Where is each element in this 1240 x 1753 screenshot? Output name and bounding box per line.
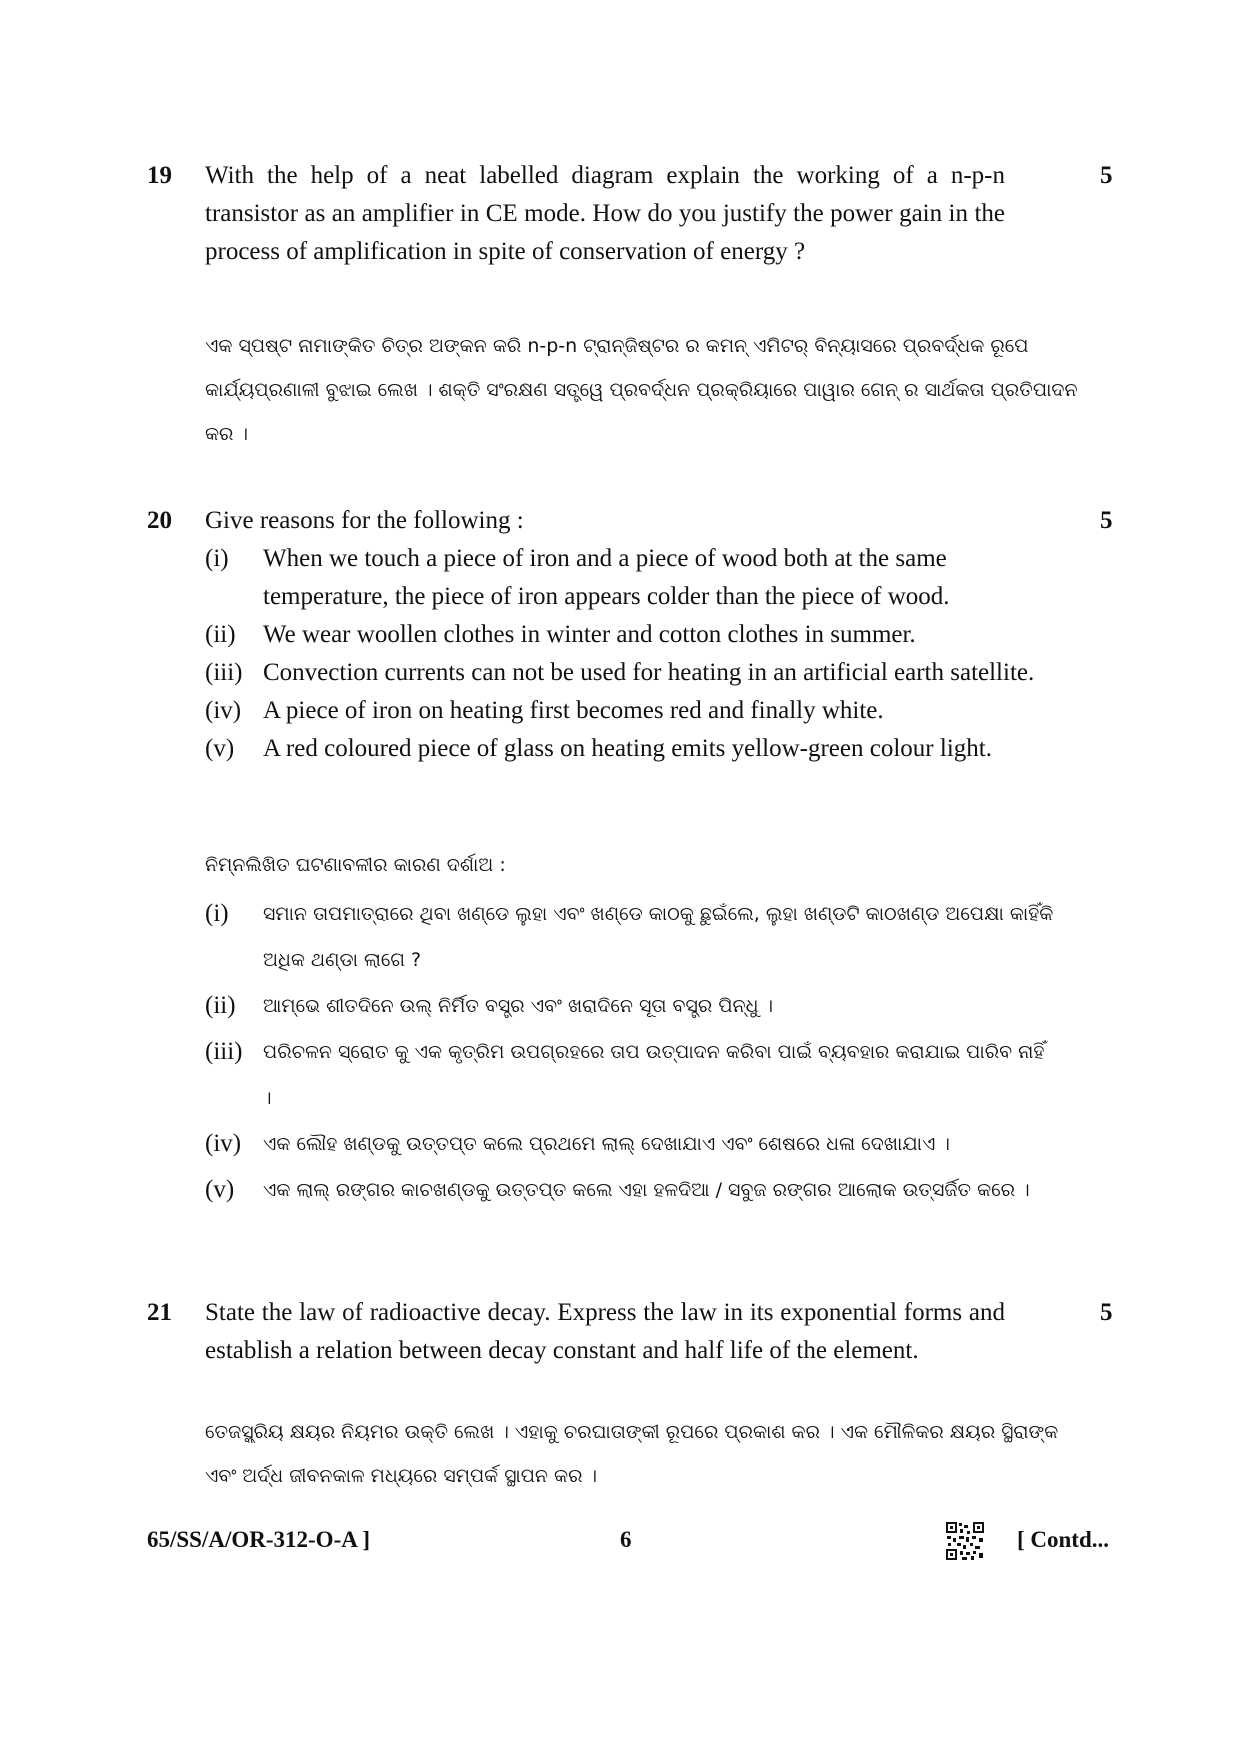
question-text-english: State the law of radioactive decay. Express the law in its exponential forms and establish a relation between decay constant and half life of the element.	[205, 1299, 1005, 1364]
question-text-odia: ନିମ୍ନଲିଖିତ ଘଟଣାବଳୀର କାରଣ ଦର୍ଶାଅ :	[205, 854, 506, 876]
question-marks: 5	[1100, 162, 1113, 189]
list-item: (ii) We wear woollen clothes in winter and cotton clothes in summer.	[205, 621, 916, 648]
list-item: (ii) ଆମ୍ଭେ ଶୀତଦିନେ ଉଲ୍ ନିର୍ମିତ ବସ୍ତ୍ର ଏବଂ ଖରାଦିନେ ସୂତା ବସ୍ତ୍ର ପିନ୍ଧୁ ।	[205, 992, 774, 1019]
question-text-odia: ତେଜସ୍କ୍ରିୟ କ୍ଷୟର ନିୟମର ଉକ୍ତି ଲେଖ । ଏହାକୁ ଚରଘାତାଙ୍କୀ ରୂପରେ ପ୍ରକାଶ କର । ଏକ ମୌଳିକର କ୍ଷୟର ସ୍ଥିରାଙ୍କ ଏବଂ ଅର୍ଦ୍ଧ ଜୀବନକାଳ ମଧ୍ୟରେ ସମ୍ପର୍କ ସ୍ଥାପନ କର ।	[205, 1421, 1059, 1487]
question-text-english: Give reasons for the following :	[205, 507, 524, 534]
question-number: 19	[147, 162, 172, 189]
list-item: (iii) Convection currents can not be used for heating in an artificial earth satellite.	[205, 659, 1035, 686]
list-item: (iv) A piece of iron on heating first becomes red and finally white.	[205, 697, 884, 724]
sub-question-list-english	[205, 540, 1055, 768]
list-item: (v) A red coloured piece of glass on heating emits yellow-green colour light.	[205, 735, 992, 762]
list-item: (iv) ଏକ ଲୌହ ଖଣ୍ଡକୁ ଉତ୍ତପ୍ତ କଲେ ପ୍ରଥମେ ଲାଲ୍ ଦେଖାଯାଏ ଏବଂ ଶେଷରେ ଧଳା ଦେଖାଯାଏ ।	[205, 1130, 950, 1157]
sub-question-list-odia	[205, 891, 1055, 1213]
question-text-odia: ଏକ ସ୍ପଷ୍ଟ ନାମାଙ୍କିତ ଚିତ୍ର ଅଙ୍କନ କରି n-p-n ଟ୍ରାନ୍‌ଜିଷ୍ଟର ର କମନ୍ ଏମିଟର୍ ବିନ୍ୟାସରେ ପ୍ରବର୍ଦ୍ଧକ ରୂପେ କାର୍ଯ୍ୟପ୍ରଣାଳୀ ବୁଝାଇ ଲେଖ । ଶକ୍ତି ସଂରକ୍ଷଣ ସତ୍ତ୍ୱେ ପ୍ରବର୍ଦ୍ଧନ ପ୍ରକ୍ରିୟାରେ ପାୱାର ଗେନ୍ ର ସାର୍ଥକତା ପ୍ରତିପାଦନ କର ।	[205, 335, 1078, 445]
question-marks: 5	[1100, 507, 1113, 534]
question-number: 21	[147, 1299, 172, 1326]
list-item: (v) ଏକ ଲାଲ୍ ରଙ୍ଗର କାଚଖଣ୍ଡକୁ ଉତ୍ତପ୍ତ କଲେ ଏହା ହଳଦିଆ / ସବୁଜ ରଙ୍ଗର ଆଲୋକ ଉତ୍ସର୍ଜିତ କରେ ।	[205, 1176, 1030, 1203]
page-number: 6	[620, 1527, 632, 1552]
qr-code-icon	[945, 1521, 985, 1561]
list-item: (i) When we touch a piece of iron and a piece of wood both at the same temperature, the piece of iron appears colder than the piece of wood.	[205, 545, 950, 610]
list-item: (i) ସମାନ ତାପମାତ୍ରାରେ ଥିବା ଖଣ୍ଡେ ଲୁହା ଏବଂ ଖଣ୍ଡେ କାଠକୁ ଛୁଇଁଲେ, ଲୁହା ଖଣ୍ଡଟି କାଠଖଣ୍ଡ ଅପେକ୍ଷା କାହିଁକି ଅଧିକ ଥଣ୍ଡା ଲାଗେ ?	[205, 900, 1054, 971]
paper-code: 65/SS/A/OR-312-O-A ]	[147, 1527, 370, 1552]
continued-label: [ Contd...	[1017, 1527, 1110, 1552]
question-number: 20	[147, 507, 172, 534]
question-marks: 5	[1100, 1299, 1113, 1326]
page-footer	[0, 1518, 1240, 1562]
list-item: (iii) ପରିଚଳନ ସ୍ରୋତ କୁ ଏକ କୃତ୍ରିମ ଉପଗ୍ରହରେ ତାପ ଉତ୍ପାଦନ କରିବା ପାଇଁ ବ୍ୟବହାର କରାଯାଇ ପାରିବ ନାହିଁ ।	[205, 1038, 1045, 1109]
question-text-english: With the help of a neat labelled diagram explain the working of a n-p-n transistor as an amplifier in CE mode. How do you justify the power gain in the process of amplification in spite of conservation of energy ?	[205, 162, 1005, 265]
